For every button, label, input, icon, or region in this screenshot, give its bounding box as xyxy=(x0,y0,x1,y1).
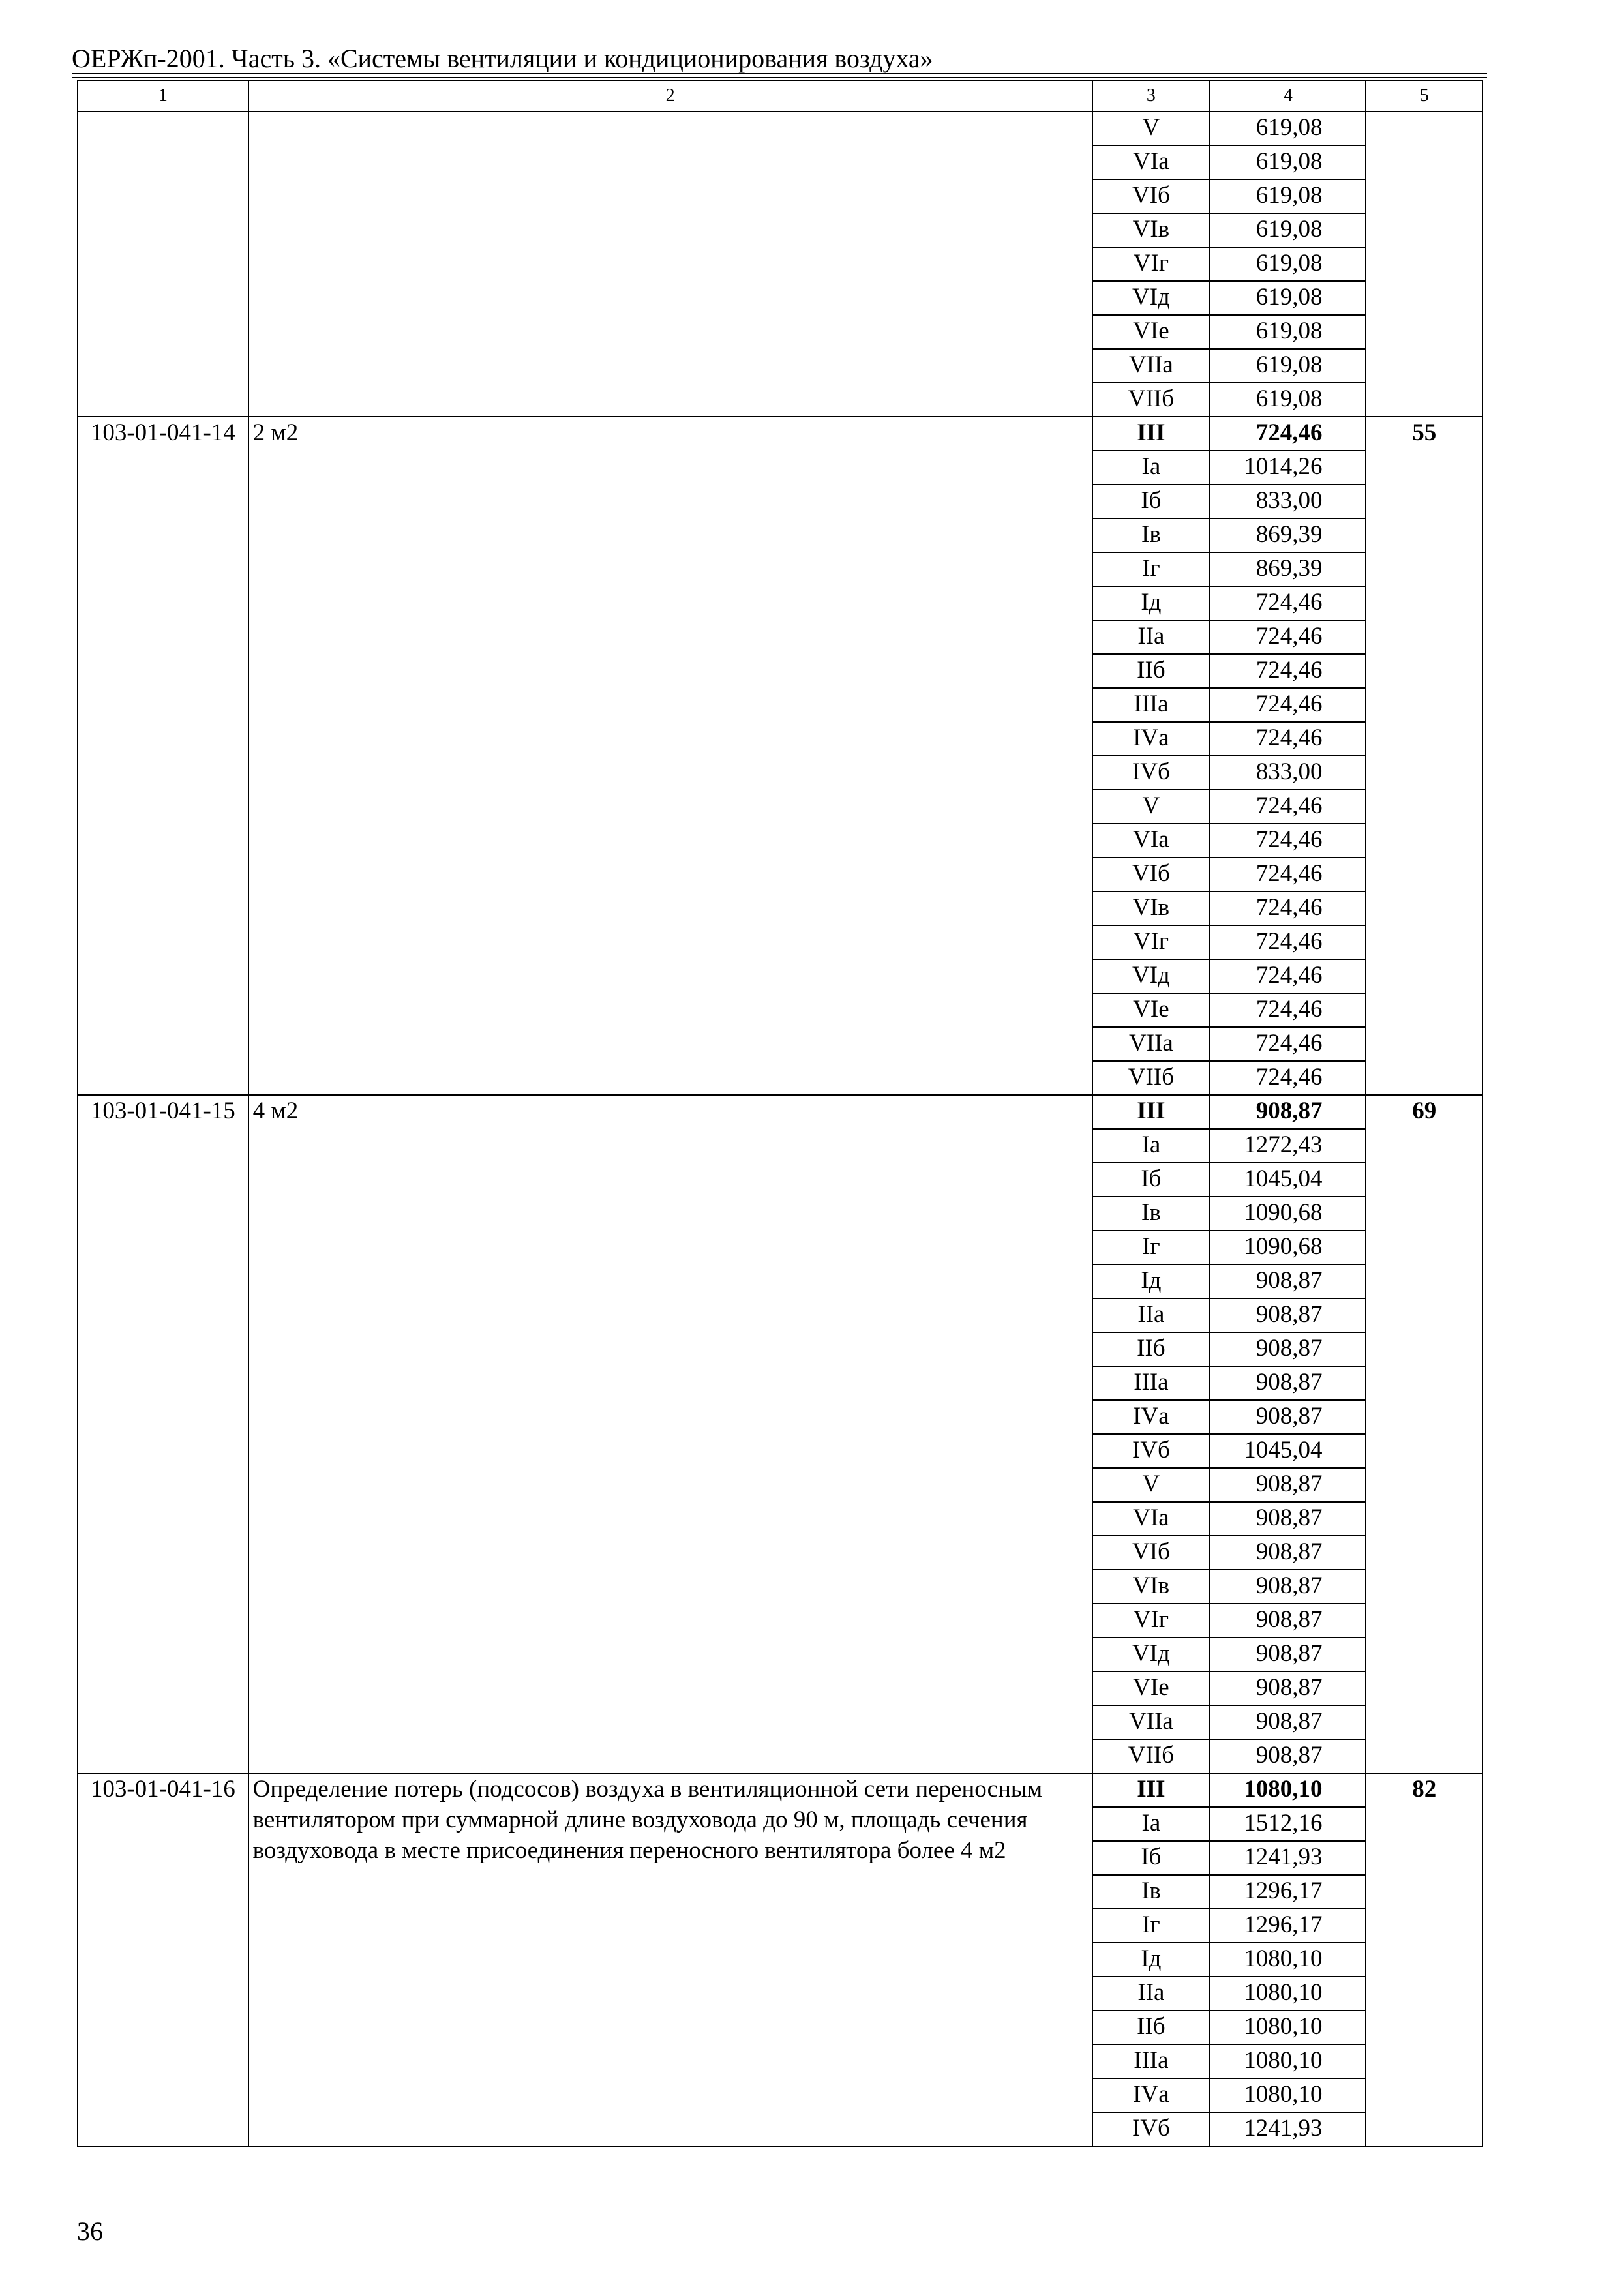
zone-code: Iа xyxy=(1092,1129,1210,1163)
zone-code: Iд xyxy=(1092,1264,1210,1298)
zone-code: VIIб xyxy=(1092,383,1210,417)
price-value: 619,08 xyxy=(1210,213,1366,247)
table-row xyxy=(78,1095,1482,1129)
labor-cost: 69 xyxy=(1366,1095,1482,1773)
zone-code: Iг xyxy=(1092,552,1210,586)
price-value: 1241,93 xyxy=(1210,1841,1366,1875)
zone-code: VIд xyxy=(1092,959,1210,993)
price-value: 1045,04 xyxy=(1210,1434,1366,1468)
price-value: 869,39 xyxy=(1210,552,1366,586)
zone-code: IVб xyxy=(1092,2112,1210,2146)
zone-code: VIв xyxy=(1092,891,1210,925)
price-value: 619,08 xyxy=(1210,247,1366,281)
price-value: 724,46 xyxy=(1210,925,1366,959)
price-value: 724,46 xyxy=(1210,722,1366,756)
zone-code: Iг xyxy=(1092,1231,1210,1264)
price-value: 1014,26 xyxy=(1210,451,1366,485)
zone-code: VIд xyxy=(1092,1638,1210,1671)
zone-code: V xyxy=(1092,1468,1210,1502)
column-number: 5 xyxy=(1366,80,1482,112)
price-value: 724,46 xyxy=(1210,858,1366,891)
zone-code: VIIа xyxy=(1092,349,1210,383)
zone-code: IVа xyxy=(1092,2078,1210,2112)
price-value: 908,87 xyxy=(1210,1095,1366,1129)
zone-code: Iв xyxy=(1092,1197,1210,1231)
price-value: 619,08 xyxy=(1210,281,1366,315)
price-value: 724,46 xyxy=(1210,586,1366,620)
column-number: 1 xyxy=(78,80,248,112)
zone-code: VIIб xyxy=(1092,1061,1210,1095)
zone-code: VIIа xyxy=(1092,1705,1210,1739)
zone-code: Iа xyxy=(1092,1807,1210,1841)
item-code xyxy=(78,112,248,417)
price-value: 908,87 xyxy=(1210,1366,1366,1400)
price-value: 619,08 xyxy=(1210,383,1366,417)
column-number: 2 xyxy=(248,80,1092,112)
price-value: 908,87 xyxy=(1210,1705,1366,1739)
zone-code: Iб xyxy=(1092,1163,1210,1197)
price-value: 1296,17 xyxy=(1210,1875,1366,1909)
zone-code: Iд xyxy=(1092,586,1210,620)
labor-cost: 82 xyxy=(1366,1773,1482,2146)
zone-code: V xyxy=(1092,790,1210,824)
zone-code: Iб xyxy=(1092,485,1210,518)
page-header: ОЕРЖп-2001. Часть 3. «Системы вентиляции и кондиционирования воздуха» xyxy=(72,44,933,73)
price-value: 724,46 xyxy=(1210,824,1366,858)
zone-code: IVа xyxy=(1092,722,1210,756)
price-value: 619,08 xyxy=(1210,349,1366,383)
price-value: 724,46 xyxy=(1210,891,1366,925)
price-value: 908,87 xyxy=(1210,1739,1366,1773)
price-value: 908,87 xyxy=(1210,1671,1366,1705)
zone-code: IIIа xyxy=(1092,688,1210,722)
zone-code: IIб xyxy=(1092,2011,1210,2044)
zone-code: Iв xyxy=(1092,518,1210,552)
price-value: 908,87 xyxy=(1210,1570,1366,1604)
zone-code: IIIа xyxy=(1092,2044,1210,2078)
zone-code: III xyxy=(1092,417,1210,451)
item-description xyxy=(248,112,1092,417)
price-value: 1272,43 xyxy=(1210,1129,1366,1163)
price-value: 1080,10 xyxy=(1210,1943,1366,1977)
price-value: 619,08 xyxy=(1210,179,1366,213)
price-value: 724,46 xyxy=(1210,1061,1366,1095)
zone-code: IIа xyxy=(1092,620,1210,654)
zone-code: V xyxy=(1092,112,1210,145)
price-value: 1296,17 xyxy=(1210,1909,1366,1943)
zone-code: VIв xyxy=(1092,213,1210,247)
price-value: 724,46 xyxy=(1210,1027,1366,1061)
zone-code: VIг xyxy=(1092,247,1210,281)
zone-code: VIIа xyxy=(1092,1027,1210,1061)
zone-code: VIе xyxy=(1092,1671,1210,1705)
zone-code: VIб xyxy=(1092,858,1210,891)
labor-cost: 55 xyxy=(1366,417,1482,1095)
zone-code: VIа xyxy=(1092,1502,1210,1536)
zone-code: III xyxy=(1092,1095,1210,1129)
price-value: 724,46 xyxy=(1210,620,1366,654)
price-value: 619,08 xyxy=(1210,315,1366,349)
price-value: 724,46 xyxy=(1210,417,1366,451)
page-number: 36 xyxy=(77,2217,103,2246)
column-number: 4 xyxy=(1210,80,1366,112)
zone-code: IIб xyxy=(1092,654,1210,688)
column-number: 3 xyxy=(1092,80,1210,112)
price-value: 724,46 xyxy=(1210,790,1366,824)
price-value: 908,87 xyxy=(1210,1298,1366,1332)
item-code: 103-01-041-14 xyxy=(78,417,248,1095)
zone-code: IVб xyxy=(1092,1434,1210,1468)
price-value: 1512,16 xyxy=(1210,1807,1366,1841)
price-value: 908,87 xyxy=(1210,1468,1366,1502)
zone-code: IIа xyxy=(1092,1977,1210,2011)
zone-code: VIе xyxy=(1092,315,1210,349)
rates-table xyxy=(77,80,1483,2147)
item-description: 4 м2 xyxy=(248,1095,1092,1773)
zone-code: IIа xyxy=(1092,1298,1210,1332)
zone-code: IVа xyxy=(1092,1400,1210,1434)
zone-code: VIIб xyxy=(1092,1739,1210,1773)
price-value: 908,87 xyxy=(1210,1502,1366,1536)
header-rule-second xyxy=(72,77,1487,78)
price-value: 1045,04 xyxy=(1210,1163,1366,1197)
price-value: 1080,10 xyxy=(1210,2011,1366,2044)
price-value: 619,08 xyxy=(1210,145,1366,179)
zone-code: Iв xyxy=(1092,1875,1210,1909)
price-value: 908,87 xyxy=(1210,1638,1366,1671)
item-code: 103-01-041-15 xyxy=(78,1095,248,1773)
zone-code: IIIа xyxy=(1092,1366,1210,1400)
item-description: Определение потерь (подсосов) воздуха в вентиляционной сети переносным вентилятором при суммарной длине воздуховода до 90 м, площадь сечения воздуховода в месте присоединения переносного вентилятора более 4 м2 xyxy=(248,1773,1092,2146)
price-value: 833,00 xyxy=(1210,485,1366,518)
zone-code: IIб xyxy=(1092,1332,1210,1366)
zone-code: Iа xyxy=(1092,451,1210,485)
labor-cost xyxy=(1366,112,1482,417)
price-value: 1080,10 xyxy=(1210,1977,1366,2011)
zone-code: VIб xyxy=(1092,1536,1210,1570)
price-value: 619,08 xyxy=(1210,112,1366,145)
zone-code: VIг xyxy=(1092,1604,1210,1638)
rates-table-body xyxy=(78,80,1482,2146)
price-value: 908,87 xyxy=(1210,1604,1366,1638)
price-value: 1080,10 xyxy=(1210,2044,1366,2078)
item-description: 2 м2 xyxy=(248,417,1092,1095)
zone-code: III xyxy=(1092,1773,1210,1807)
zone-code: VIа xyxy=(1092,145,1210,179)
zone-code: VIе xyxy=(1092,993,1210,1027)
zone-code: VIд xyxy=(1092,281,1210,315)
column-numbers-row xyxy=(78,80,1482,112)
header-rule xyxy=(72,73,1487,74)
zone-code: VIб xyxy=(1092,179,1210,213)
price-value: 1080,10 xyxy=(1210,1773,1366,1807)
price-value: 724,46 xyxy=(1210,993,1366,1027)
price-value: 833,00 xyxy=(1210,756,1366,790)
table-row xyxy=(78,417,1482,451)
price-value: 724,46 xyxy=(1210,654,1366,688)
zone-code: VIв xyxy=(1092,1570,1210,1604)
table-row xyxy=(78,112,1482,145)
price-value: 869,39 xyxy=(1210,518,1366,552)
price-value: 908,87 xyxy=(1210,1400,1366,1434)
price-value: 908,87 xyxy=(1210,1264,1366,1298)
table-row xyxy=(78,1773,1482,1807)
zone-code: Iб xyxy=(1092,1841,1210,1875)
price-value: 724,46 xyxy=(1210,688,1366,722)
price-value: 1241,93 xyxy=(1210,2112,1366,2146)
zone-code: Iд xyxy=(1092,1943,1210,1977)
price-value: 1090,68 xyxy=(1210,1231,1366,1264)
price-value: 1080,10 xyxy=(1210,2078,1366,2112)
price-value: 724,46 xyxy=(1210,959,1366,993)
zone-code: Iг xyxy=(1092,1909,1210,1943)
item-code: 103-01-041-16 xyxy=(78,1773,248,2146)
zone-code: VIг xyxy=(1092,925,1210,959)
zone-code: VIа xyxy=(1092,824,1210,858)
zone-code: IVб xyxy=(1092,756,1210,790)
price-value: 908,87 xyxy=(1210,1332,1366,1366)
price-value: 1090,68 xyxy=(1210,1197,1366,1231)
price-value: 908,87 xyxy=(1210,1536,1366,1570)
